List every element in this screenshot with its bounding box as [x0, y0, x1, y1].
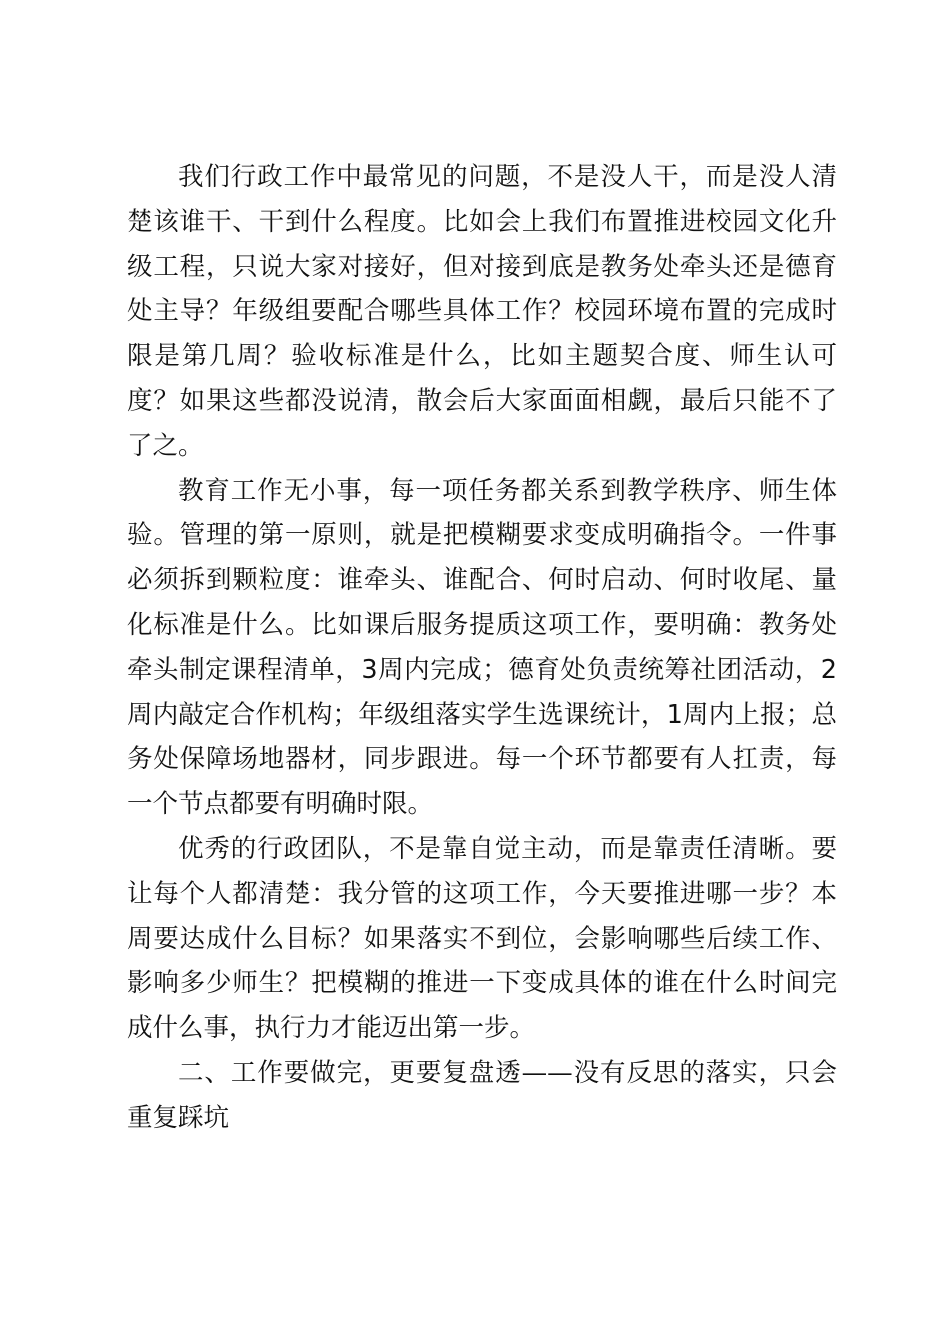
document-body [127, 155, 837, 1141]
paragraph-1: 我们行政工作中最常见的问题，不是没人干，而是没人清楚该谁干、干到什么程度。比如会上我们布置推进校园文化升级工程，只说大家对接好，但对接到底是教务处牵头还是德育处主导？年级组要配合哪些具体工作？校园环境布置的完成时限是第几周？验收标准是什么，比如主题契合度、师生认可度？如果这些都没说清，散会后大家面面相觑，最后只能不了了之。 [127, 162, 837, 461]
paragraph-3: 优秀的行政团队，不是靠自觉主动，而是靠责任清晰。要让每个人都清楚：我分管的这项工作，今天要推进哪一步？本周要达成什么目标？如果落实不到位，会影响哪些后续工作、影响多少师生？把模糊的推进一下变成具体的谁在什么时间完成什么事，执行力才能迈出第一步。 [127, 833, 837, 1044]
section-heading: 二、工作要做完，更要复盘透——没有反思的落实，只会重复踩坑 [127, 1057, 837, 1133]
paragraph-2: 教育工作无小事，每一项任务都关系到教学秩序、师生体验。管理的第一原则，就是把模糊要求变成明确指令。一件事必须拆到颗粒度：谁牵头、谁配合、何时启动、何时收尾、量化标准是什么。比如课后服务提质这项工作，要明确：教务处牵头制定课程清单，3周内完成；德育处负责统筹社团活动，2周内敲定合作机构；年级组落实学生选课统计，1周内上报；总务处保障场地器材，同步跟进。每一个环节都要有人扛责，每一个节点都要有明确时限。 [127, 475, 837, 820]
